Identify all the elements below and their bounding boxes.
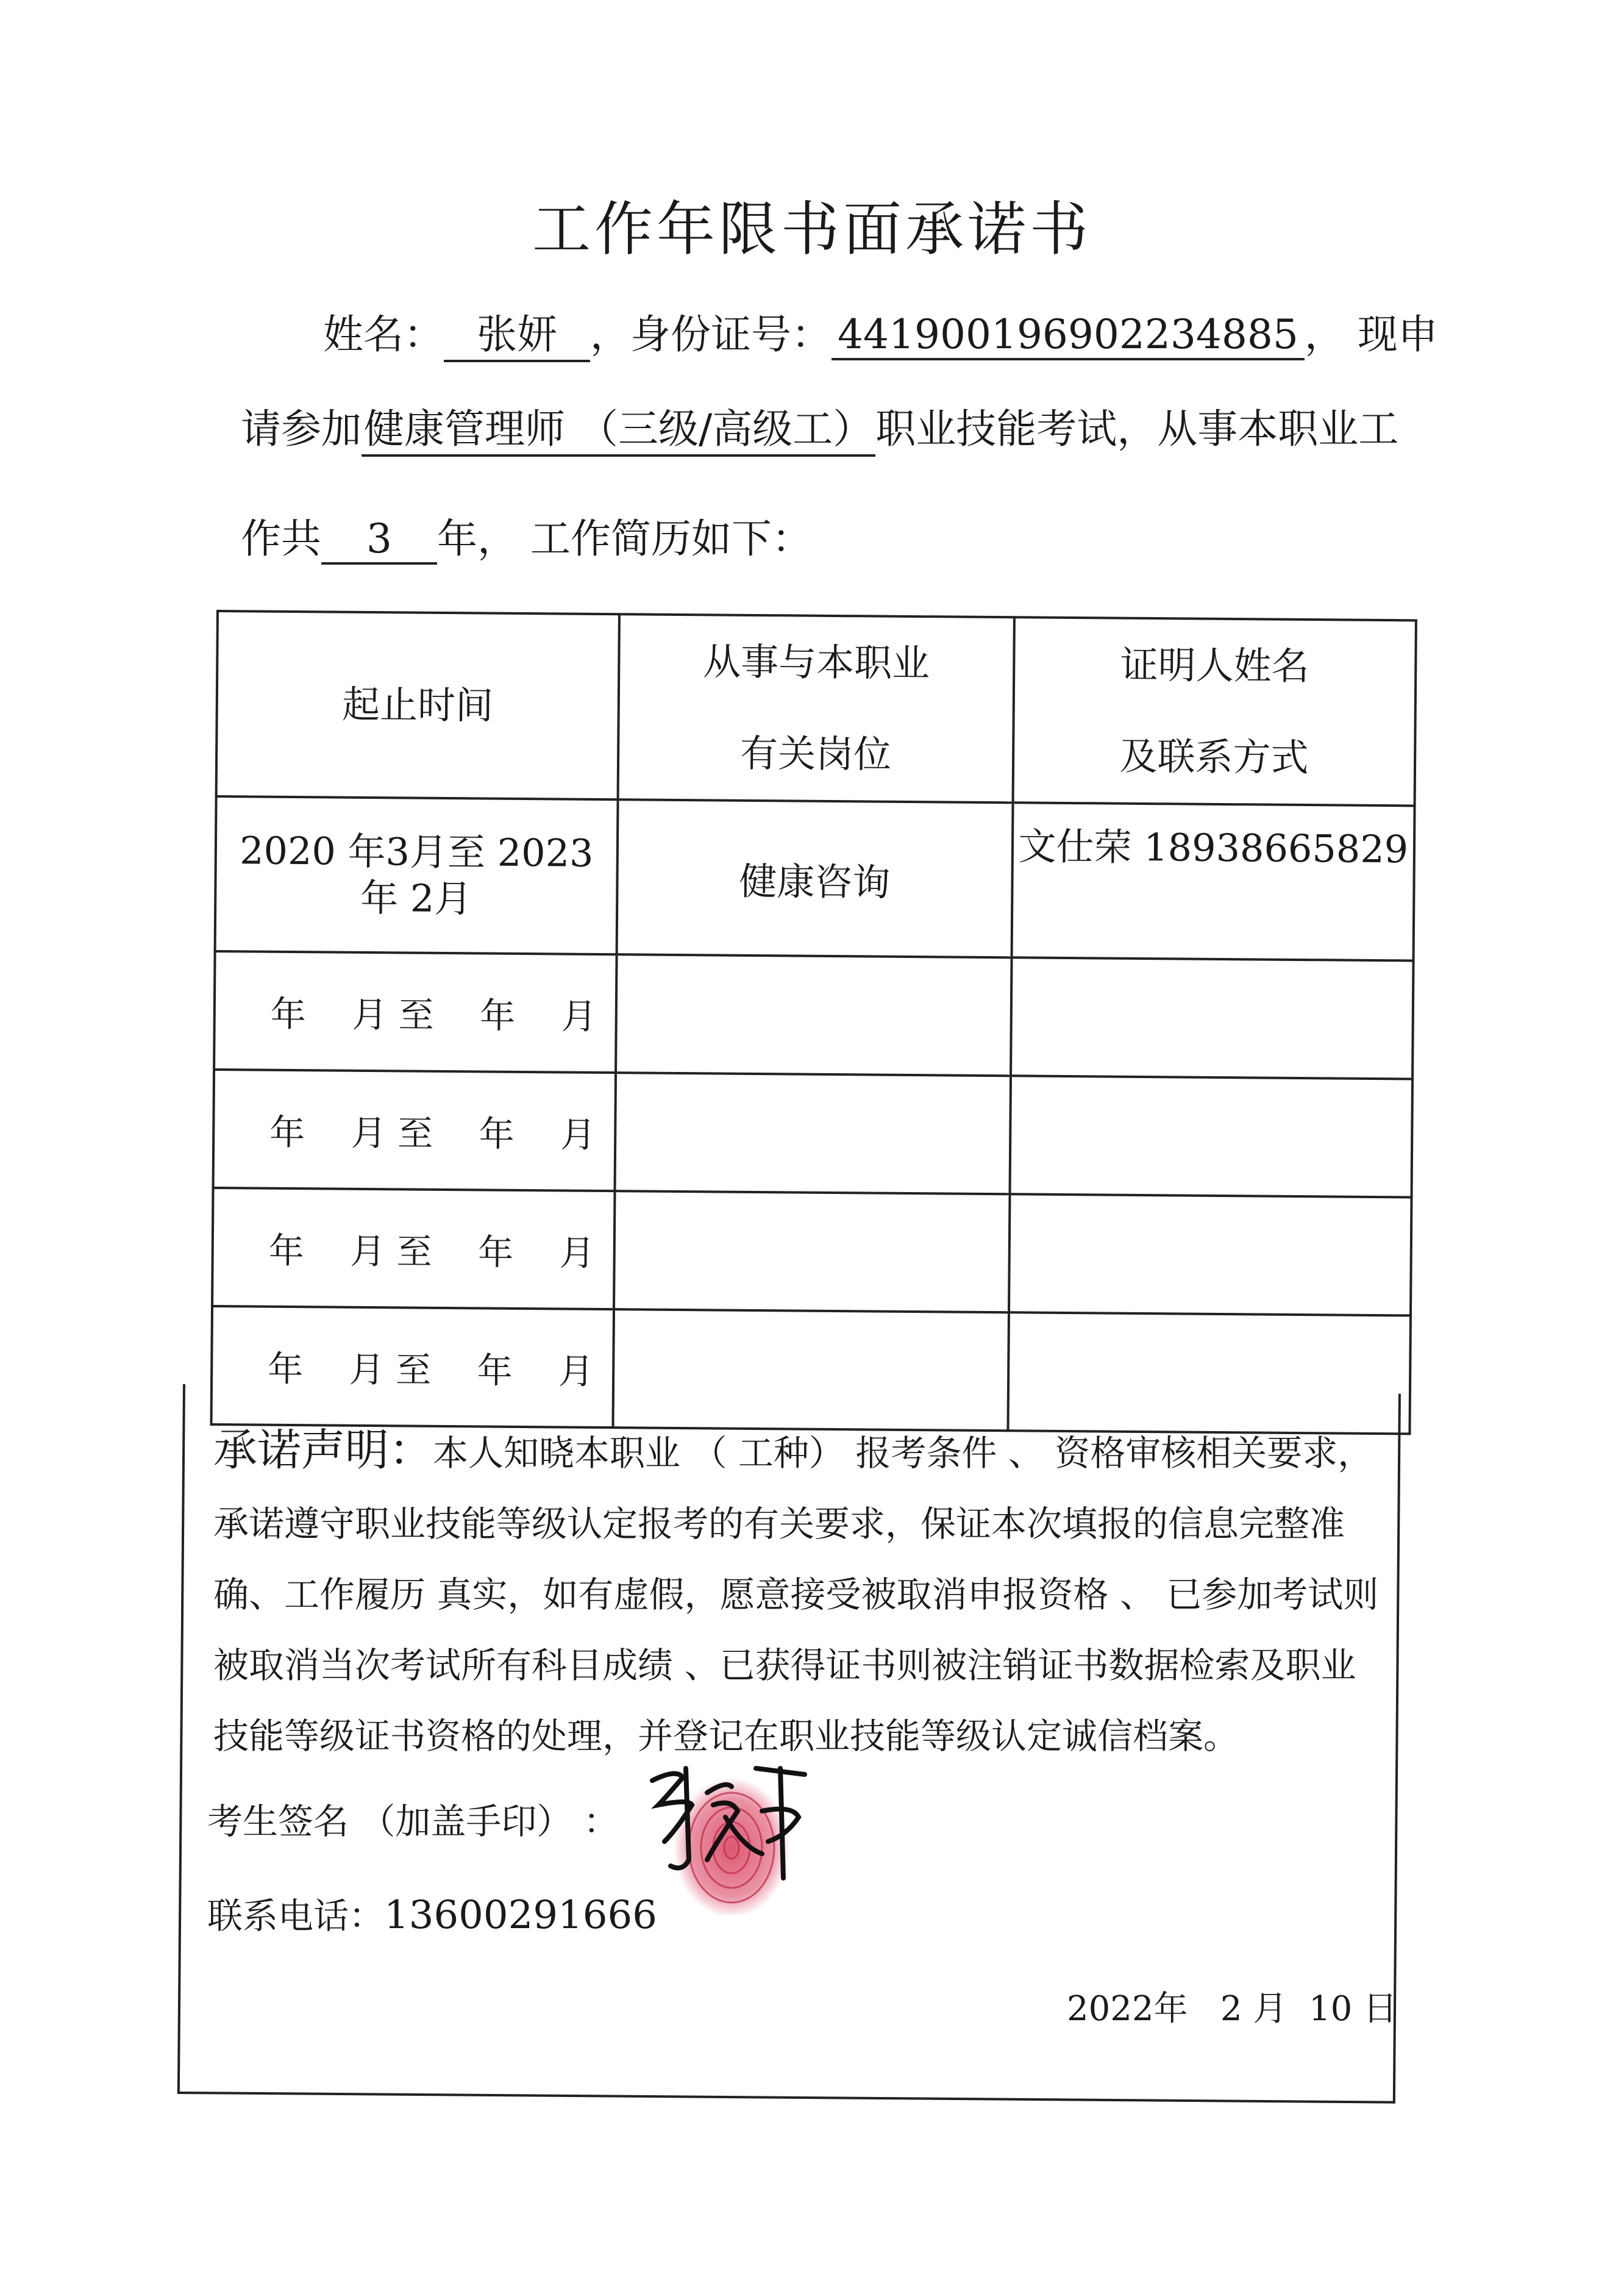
signature-row: [207, 1793, 619, 1844]
year-end: 年: [477, 1349, 513, 1392]
years-suffix: 年， 工作简历如下：: [437, 515, 812, 562]
row2-period: [214, 951, 616, 1073]
statement-text: 本人知晓本职业 （ 工种） 报考条件 、 资格审核相关要求，承诺遵守职业技能等级认定报考的有关要求，保证本次填报的信息完整准确、工作履历 真实，如有虚假，愿意接受被取消申报资格 、 已参加考试则被取消当次考试所有科目成绩 、已获得证书则被注销证书数据检索及职业技能等级证书资格的处理，并登记在职业技能等级认定诚信档案。: [213, 1432, 1379, 1757]
row4-position: [614, 1191, 1010, 1312]
name-label: 姓名：: [323, 311, 444, 358]
year-start: 年: [267, 1348, 304, 1390]
date-month: 2 月: [1220, 1989, 1287, 2029]
years-prefix: 作共: [241, 515, 321, 562]
id-suffix: ， 现申: [1304, 311, 1438, 358]
signature-label: 考生签名 （加盖手印） ：: [207, 1801, 619, 1842]
signing-date: [1067, 1982, 1397, 2031]
year-start: 年: [270, 993, 307, 1035]
table-row: [213, 1070, 1412, 1197]
table-row: [214, 951, 1413, 1079]
header-witness-line1: 证明人姓名: [1120, 642, 1310, 689]
row3-witness: [1010, 1076, 1412, 1197]
statement-label: 承诺声明：: [213, 1424, 433, 1476]
year-start: 年: [268, 1229, 305, 1272]
id-number-value: 441900196902234885: [832, 311, 1305, 360]
table-header-row: [216, 611, 1416, 806]
commitment-statement: [213, 1415, 1390, 1771]
date-day: 10 日: [1308, 1989, 1398, 2029]
row4-period: [212, 1188, 614, 1309]
month-end: 月: [560, 1113, 596, 1156]
year-end: 年: [477, 1231, 514, 1273]
year-end: 年: [479, 1113, 515, 1155]
year-start: 年: [269, 1111, 305, 1154]
table-row: [215, 796, 1415, 960]
handwritten-signature-with-fingerprint: [640, 1756, 823, 1915]
month-end: 月: [561, 995, 597, 1037]
row3-period: [213, 1070, 616, 1191]
apply-suffix: 职业技能考试，从事本职业工: [875, 406, 1399, 452]
date-year: 2022年: [1067, 1989, 1188, 2029]
header-position-line1: 从事与本职业: [702, 639, 930, 686]
occupation-value: 健康管理师 （三级/高级工）: [361, 396, 875, 457]
years-value: 3: [321, 515, 437, 565]
header-position-line2: 有关岗位: [739, 731, 892, 777]
row2-position: [616, 954, 1011, 1076]
month-start: 月 至: [352, 993, 434, 1036]
document-title: 工作年限书面承诺书: [532, 195, 1092, 263]
row1-period: [215, 796, 618, 954]
header-position: [618, 614, 1014, 802]
header-witness-line2: 及联系方式: [1119, 734, 1309, 781]
row1-period-line2: 年 2月: [360, 875, 472, 921]
row1-position: 健康咨询: [616, 799, 1013, 957]
month-start: 月 至: [351, 1112, 433, 1154]
month-start: 月 至: [349, 1348, 432, 1391]
header-witness: [1013, 617, 1416, 806]
row3-position: [614, 1073, 1010, 1194]
intro-line-3: [241, 506, 812, 565]
table-row: [212, 1188, 1411, 1315]
year-end: 年: [479, 995, 516, 1037]
month-end: 月: [559, 1232, 595, 1274]
work-history-table: [210, 610, 1417, 1435]
phone-value: 13600291666: [384, 1893, 657, 1938]
row1-period-line1: 2020 年3月至 2023: [239, 828, 594, 876]
phone-row: [207, 1887, 657, 1938]
header-period: 起止时间: [216, 611, 619, 799]
phone-label: 联系电话：: [207, 1895, 385, 1937]
id-label: ，身份证号：: [590, 311, 832, 358]
fingerprint-mark: [674, 1777, 789, 1915]
apply-prefix: 请参加: [241, 406, 361, 452]
intro-line-1: [323, 302, 1438, 362]
row2-witness: [1011, 957, 1414, 1079]
intro-line-2: [241, 396, 1398, 457]
month-end: 月: [558, 1350, 594, 1392]
row1-witness: 文仕荣 18938665829: [1011, 802, 1414, 960]
name-value: 张妍: [444, 302, 590, 362]
row4-witness: [1009, 1194, 1412, 1315]
month-start: 月 至: [349, 1230, 432, 1273]
